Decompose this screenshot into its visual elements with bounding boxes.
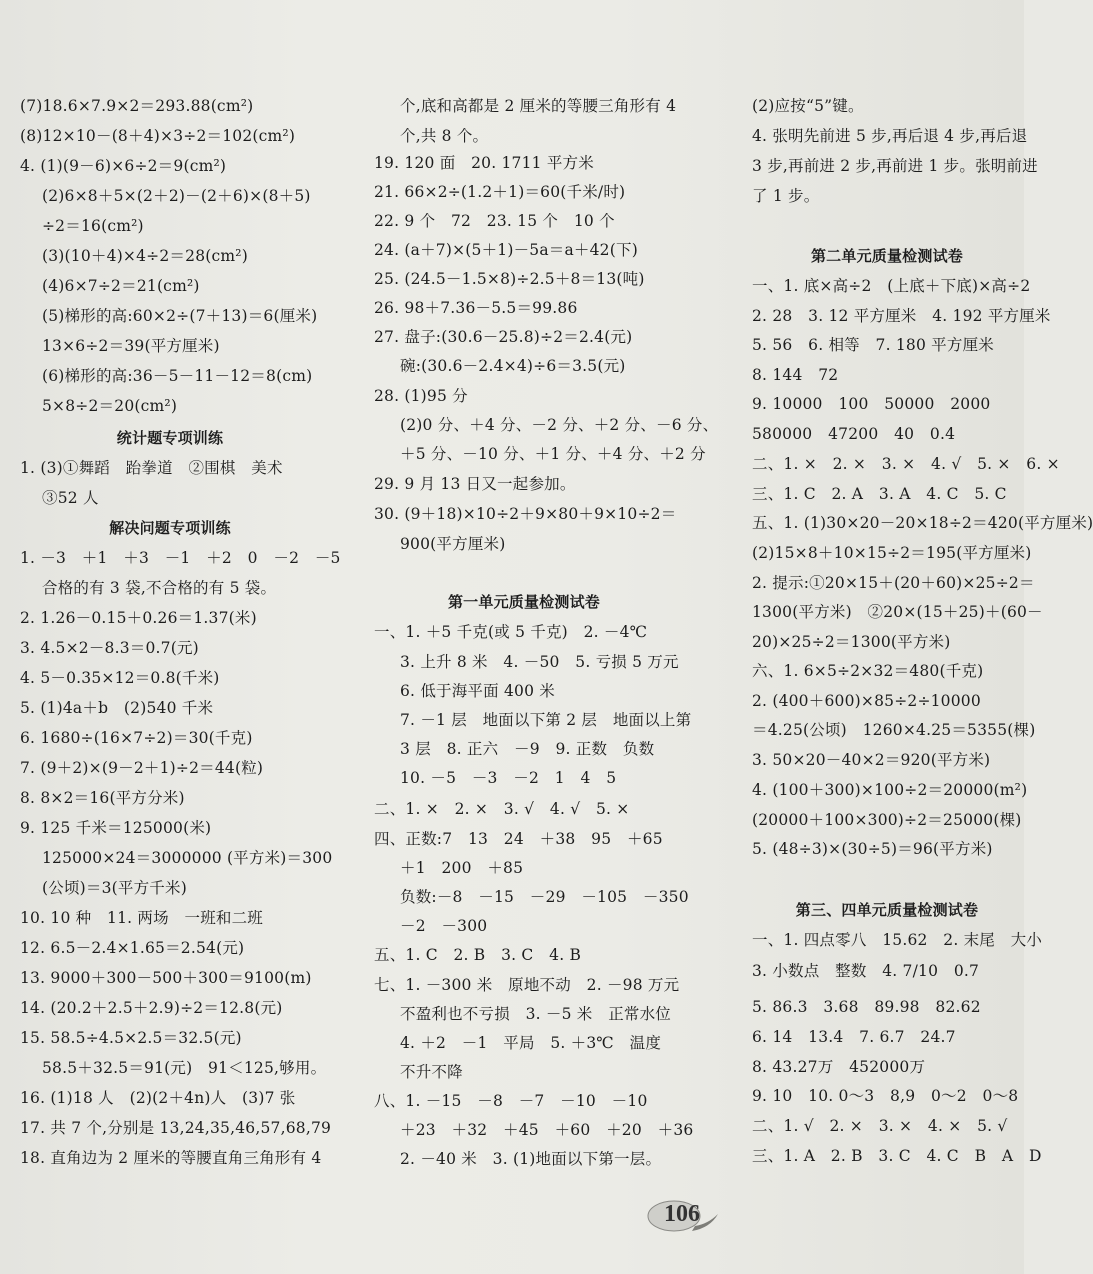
right-column-line: 20)×25÷2＝1300(平方米) (752, 633, 951, 651)
right-column-line: (2)15×8＋10×15÷2＝195(平方厘米) (752, 544, 1032, 562)
right-column-line: 二、1. √ 2. × 3. × 4. × 5. √ (752, 1117, 1008, 1135)
left-column-line: 2. 1.26－0.15＋0.26＝1.37(米) (20, 609, 257, 627)
right-column-line: 2. 提示:①20×15＋(20＋60)×25÷2＝ (752, 574, 1035, 592)
left-column-line: 3. 4.5×2－8.3＝0.7(元) (20, 639, 199, 657)
middle-column-line: 3 层 8. 正六 －9 9. 正数 负数 (400, 740, 655, 758)
right-column-line: 3 步,再前进 2 步,再前进 1 步。张明前进 (752, 157, 1038, 175)
left-column-line: (6)梯形的高:36－5－11－12＝8(cm) (42, 367, 313, 385)
right-column-line: 3. 小数点 整数 4. 7/10 0.7 (752, 962, 980, 980)
left-column-line: 5×8÷2＝20(cm²) (42, 397, 178, 415)
middle-column-line: 10. －5 －3 －2 1 4 5 (400, 769, 617, 787)
middle-column-line: 不升不降 (400, 1063, 463, 1081)
left-column-line: 1. －3 ＋1 ＋3 －1 ＋2 0 －2 －5 (20, 549, 341, 567)
middle-column-line: ＋5 分、－10 分、＋1 分、＋4 分、＋2 分 (400, 445, 706, 463)
middle-column-line: 个,共 8 个。 (400, 127, 489, 145)
middle-column-line: ＋23 ＋32 ＋45 ＋60 ＋20 ＋36 (400, 1121, 694, 1139)
middle-column-line: ＋1 200 ＋85 (400, 859, 524, 877)
right-column-line: 三、1. A 2. B 3. C 4. C B A D (752, 1147, 1042, 1165)
left-column-line: (3)(10＋4)×4÷2＝28(cm²) (42, 247, 248, 265)
left-column-line: 58.5＋32.5＝91(元) 91＜125,够用。 (42, 1059, 327, 1077)
middle-column-line: 3. 上升 8 米 4. －50 5. 亏损 5 万元 (400, 653, 679, 671)
left-column-line: 9. 125 千米＝125000(米) (20, 819, 212, 837)
right-column-line: 8. 144 72 (752, 366, 839, 384)
middle-column-line: 2. －40 米 3. (1)地面以下第一层。 (400, 1150, 662, 1168)
middle-column-line: 26. 98＋7.36－5.5＝99.86 (374, 299, 578, 317)
left-column-line: 4. (1)(9－6)×6÷2＝9(cm²) (20, 157, 227, 175)
right-column-line: 一、1. 四点零八 15.62 2. 末尾 大小 (752, 931, 1043, 949)
middle-column-line: 30. (9＋18)×10÷2＋9×80＋9×10÷2＝ (374, 505, 677, 523)
left-column-line: 18. 直角边为 2 厘米的等腰直角三角形有 4 (20, 1149, 322, 1167)
right-column-line: 一、1. 底×高÷2 (上底＋下底)×高÷2 (752, 277, 1031, 295)
right-column-line: 1300(平方米) ②20×(15＋25)＋(60－ (752, 603, 1043, 621)
left-column-line: 10. 10 种 11. 两场 一班和二班 (20, 909, 264, 927)
right-column-line: 了 1 步。 (752, 187, 820, 205)
middle-column-line: 碗:(30.6－2.4×4)÷6＝3.5(元) (400, 357, 626, 375)
left-column-line: (7)18.6×7.9×2＝293.88(cm²) (20, 97, 254, 115)
middle-column-line: 个,底和高都是 2 厘米的等腰三角形有 4 (400, 97, 677, 115)
left-column-line: 5. (1)4a＋b (2)540 千米 (20, 699, 214, 717)
left-column-line: 16. (1)18 人 (2)(2＋4n)人 (3)7 张 (20, 1089, 296, 1107)
middle-column-line: (2)0 分、＋4 分、－2 分、＋2 分、－6 分、 (400, 416, 719, 434)
right-column-line: 6. 14 13.4 7. 6.7 24.7 (752, 1028, 956, 1046)
middle-column-line: －2 －300 (400, 917, 488, 935)
middle-column-line: 负数:－8 －15 －29 －105 －350 (400, 888, 689, 906)
right-column-line: 580000 47200 40 0.4 (752, 425, 956, 443)
right-column-line: 2. 28 3. 12 平方厘米 4. 192 平方厘米 (752, 307, 1051, 325)
right-column-line: 3. 50×20－40×2＝920(平方米) (752, 751, 991, 769)
left-column-line: 12. 6.5－2.4×1.65＝2.54(元) (20, 939, 245, 957)
page-number: 106 (664, 1200, 700, 1227)
left-column-line: ③52 人 (42, 489, 99, 507)
left-column-line: 8. 8×2＝16(平方分米) (20, 789, 185, 807)
left-column-line: 4. 5－0.35×12＝0.8(千米) (20, 669, 220, 687)
middle-column-line: 29. 9 月 13 日又一起参加。 (374, 475, 576, 493)
right-column-line: 9. 10000 100 50000 2000 (752, 395, 991, 413)
middle-column-line: 6. 低于海平面 400 米 (400, 682, 555, 700)
middle-column-line: 一、1. ＋5 千克(或 5 千克) 2. －4℃ (374, 623, 648, 641)
section-heading: 第一单元质量检测试卷 (447, 593, 600, 611)
middle-column-line: 24. (a＋7)×(5＋1)－5a＝a＋42(下) (374, 241, 638, 259)
right-column-line: 5. 86.3 3.68 89.98 82.62 (752, 998, 981, 1016)
left-column-line: 7. (9＋2)×(9－2＋1)÷2＝44(粒) (20, 759, 264, 777)
left-column-line: 15. 58.5÷4.5×2.5＝32.5(元) (20, 1029, 242, 1047)
right-column-line: 2. (400＋600)×85÷2÷10000 (752, 692, 981, 710)
left-column-line: 13. 9000＋300－500＋300＝9100(m) (20, 969, 312, 987)
left-column-line: 1. (3)①舞蹈 跆拳道 ②围棋 美术 (20, 459, 283, 477)
left-column-line: 14. (20.2＋2.5＋2.9)÷2＝12.8(元) (20, 999, 283, 1017)
middle-column-line: 不盈利也不亏损 3. －5 米 正常水位 (400, 1005, 672, 1023)
right-column-line: 4. (100＋300)×100÷2＝20000(m²) (752, 781, 1028, 799)
middle-column-line: 四、正数:7 13 24 ＋38 95 ＋65 (374, 830, 663, 848)
middle-column-line: 八、1. －15 －8 －7 －10 －10 (374, 1092, 648, 1110)
right-column-line: 六、1. 6×5÷2×32＝480(千克) (752, 662, 984, 680)
middle-column-line: 五、1. C 2. B 3. C 4. B (374, 946, 582, 964)
middle-column-line: 22. 9 个 72 23. 15 个 10 个 (374, 212, 615, 230)
right-column-line: 5. (48÷3)×(30÷5)＝96(平方米) (752, 840, 993, 858)
middle-column-line: 7. －1 层 地面以下第 2 层 地面以上第 (400, 711, 692, 729)
left-column-line: 17. 共 7 个,分别是 13,24,35,46,57,68,79 (20, 1119, 332, 1137)
middle-column-line: 28. (1)95 分 (374, 387, 468, 405)
left-column-line: 6. 1680÷(16×7÷2)＝30(千克) (20, 729, 253, 747)
right-column-line: 4. 张明先前进 5 步,再后退 4 步,再后退 (752, 127, 1028, 145)
left-column-line: (5)梯形的高:60×2÷(7＋13)＝6(厘米) (42, 307, 318, 325)
right-column-line: (20000＋100×300)÷2＝25000(棵) (752, 811, 1022, 829)
right-column-line: 5. 56 6. 相等 7. 180 平方厘米 (752, 336, 994, 354)
right-column-line: 8. 43.27万 452000万 (752, 1058, 926, 1076)
middle-column-line: 二、1. × 2. × 3. √ 4. √ 5. × (374, 800, 630, 818)
right-column-line: 9. 10 10. 0～3 8,9 0～2 0～8 (752, 1087, 1019, 1105)
section-heading: 第三、四单元质量检测试卷 (795, 901, 979, 919)
right-column-line: (2)应按“5”键。 (752, 97, 864, 115)
left-column-line: (公顷)＝3(平方千米) (42, 879, 187, 897)
middle-column-line: 900(平方厘米) (400, 535, 506, 553)
middle-column-line: 19. 120 面 20. 1711 平方米 (374, 154, 594, 172)
middle-column-line: 25. (24.5－1.5×8)÷2.5＋8＝13(吨) (374, 270, 645, 288)
right-column-line: 五、1. (1)30×20－20×18÷2＝420(平方厘米) (752, 514, 1093, 532)
section-heading: 统计题专项训练 (116, 429, 224, 447)
left-column-line: ÷2＝16(cm²) (42, 217, 144, 235)
left-column-line: (4)6×7÷2＝21(cm²) (42, 277, 200, 295)
section-heading: 解决问题专项训练 (109, 519, 231, 537)
right-column-line: ＝4.25(公顷) 1260×4.25＝5355(棵) (752, 721, 1036, 739)
middle-column-line: 27. 盘子:(30.6－25.8)÷2＝2.4(元) (374, 328, 633, 346)
left-column-line: (2)6×8＋5×(2＋2)－(2＋6)×(8＋5) (42, 187, 311, 205)
middle-column-line: 21. 66×2÷(1.2＋1)＝60(千米/时) (374, 183, 626, 201)
left-column-line: 合格的有 3 袋,不合格的有 5 袋。 (42, 579, 277, 597)
middle-column-line: 七、1. －300 米 原地不动 2. －98 万元 (374, 976, 680, 994)
left-column-line: (8)12×10－(8＋4)×3÷2＝102(cm²) (20, 127, 296, 145)
left-column-line: 125000×24＝3000000 (平方米)＝300 (42, 849, 333, 867)
left-column-line: 13×6÷2＝39(平方厘米) (42, 337, 220, 355)
right-column-line: 二、1. × 2. × 3. × 4. √ 5. × 6. × (752, 455, 1060, 473)
section-heading: 第二单元质量检测试卷 (810, 247, 963, 265)
middle-column-line: 4. ＋2 －1 平局 5. ＋3℃ 温度 (400, 1034, 662, 1052)
right-column-line: 三、1. C 2. A 3. A 4. C 5. C (752, 485, 1007, 503)
